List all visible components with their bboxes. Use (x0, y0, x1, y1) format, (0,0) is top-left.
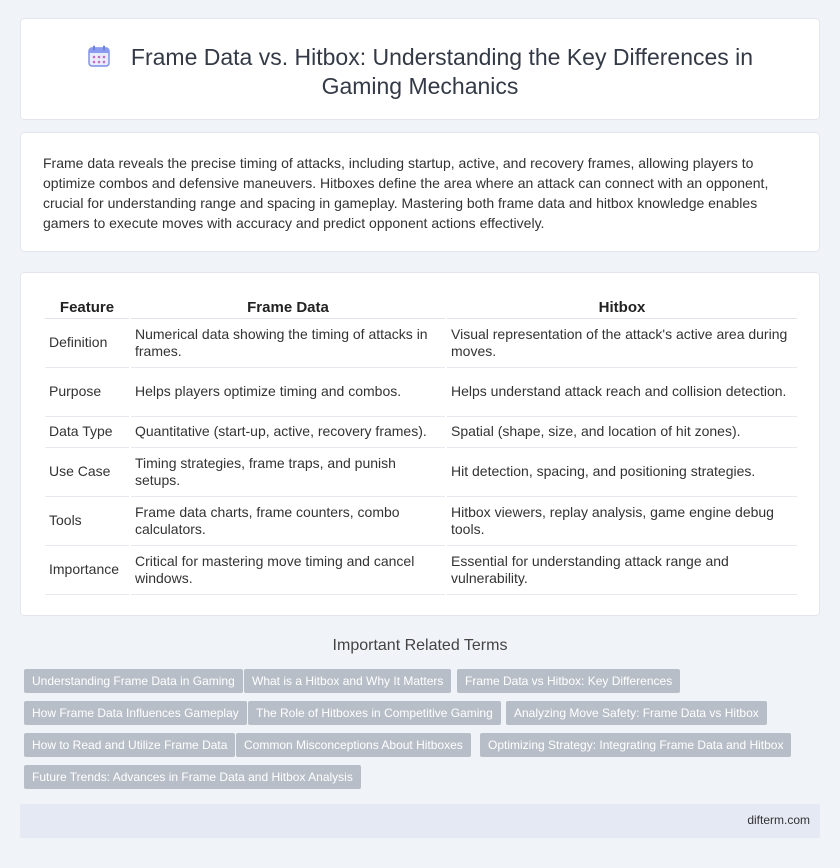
row-frame-data: Frame data charts, frame counters, combo calculators. (131, 497, 445, 546)
related-term-link[interactable]: Understanding Frame Data in Gaming (24, 669, 243, 693)
row-hitbox: Visual representation of the attack's active area during moves. (447, 319, 797, 368)
calendar-icon (87, 44, 111, 68)
row-feature: Importance (45, 546, 129, 595)
related-term-link[interactable]: What is a Hitbox and Why It Matters (244, 669, 451, 693)
related-term-link[interactable]: Future Trends: Advances in Frame Data and Hitbox Analysis (24, 765, 361, 789)
row-feature: Purpose (45, 368, 129, 417)
row-frame-data: Critical for mastering move timing and cancel windows. (131, 546, 445, 595)
comparison-table (43, 295, 799, 595)
page-title-wrap (61, 43, 779, 101)
related-term-link[interactable]: Optimizing Strategy: Integrating Frame Data and Hitbox (480, 733, 791, 757)
row-hitbox: Essential for understanding attack range and vulnerability. (447, 546, 797, 595)
footer (20, 804, 820, 838)
header-hitbox: Hitbox (447, 295, 797, 319)
comparison-card (20, 272, 820, 616)
row-feature: Use Case (45, 448, 129, 497)
intro-card (20, 132, 820, 252)
row-hitbox: Hit detection, spacing, and positioning strategies. (447, 448, 797, 497)
row-feature: Data Type (45, 417, 129, 448)
table-row (45, 319, 797, 368)
table-row (45, 448, 797, 497)
site-name[interactable]: difterm.com (747, 813, 810, 827)
header-frame-data: Frame Data (131, 295, 445, 319)
table-row (45, 417, 797, 448)
table-row (45, 368, 797, 417)
related-term-link[interactable]: Analyzing Move Safety: Frame Data vs Hitbox (506, 701, 767, 725)
intro-text: Frame data reveals the precise timing of attacks, including startup, active, and recovery frames, allowing players to optimize combos and defensive maneuvers. Hitboxes define the area where an attack can connect with an opponent, crucial for understanding range and spacing in gameplay. Mastering both frame data and hitbox knowledge enables gamers to execute moves with accuracy and predict opponent actions effectively. (43, 155, 769, 231)
row-feature: Tools (45, 497, 129, 546)
related-terms-title: Important Related Terms (332, 637, 508, 654)
page-title: Frame Data vs. Hitbox: Understanding the Key Differences in Gaming Mechanics (130, 44, 754, 99)
related-term-link[interactable]: Common Misconceptions About Hitboxes (236, 733, 471, 757)
table-row (45, 497, 797, 546)
related-term-link[interactable]: How to Read and Utilize Frame Data (24, 733, 235, 757)
row-hitbox: Hitbox viewers, replay analysis, game engine debug tools. (447, 497, 797, 546)
row-hitbox: Spatial (shape, size, and location of hit zones). (447, 417, 797, 448)
related-term-link[interactable]: Frame Data vs Hitbox: Key Differences (457, 669, 680, 693)
header-feature: Feature (45, 295, 129, 319)
row-frame-data: Quantitative (start-up, active, recovery frames). (131, 417, 445, 448)
related-term-link[interactable]: How Frame Data Influences Gameplay (24, 701, 247, 725)
table-row (45, 546, 797, 595)
row-feature: Definition (45, 319, 129, 368)
table-header-row (45, 295, 797, 319)
row-frame-data: Numerical data showing the timing of attacks in frames. (131, 319, 445, 368)
header-card (20, 18, 820, 120)
related-term-link[interactable]: The Role of Hitboxes in Competitive Gaming (248, 701, 501, 725)
row-frame-data: Timing strategies, frame traps, and punish setups. (131, 448, 445, 497)
row-frame-data: Helps players optimize timing and combos. (131, 368, 445, 417)
row-hitbox: Helps understand attack reach and collision detection. (447, 368, 797, 417)
